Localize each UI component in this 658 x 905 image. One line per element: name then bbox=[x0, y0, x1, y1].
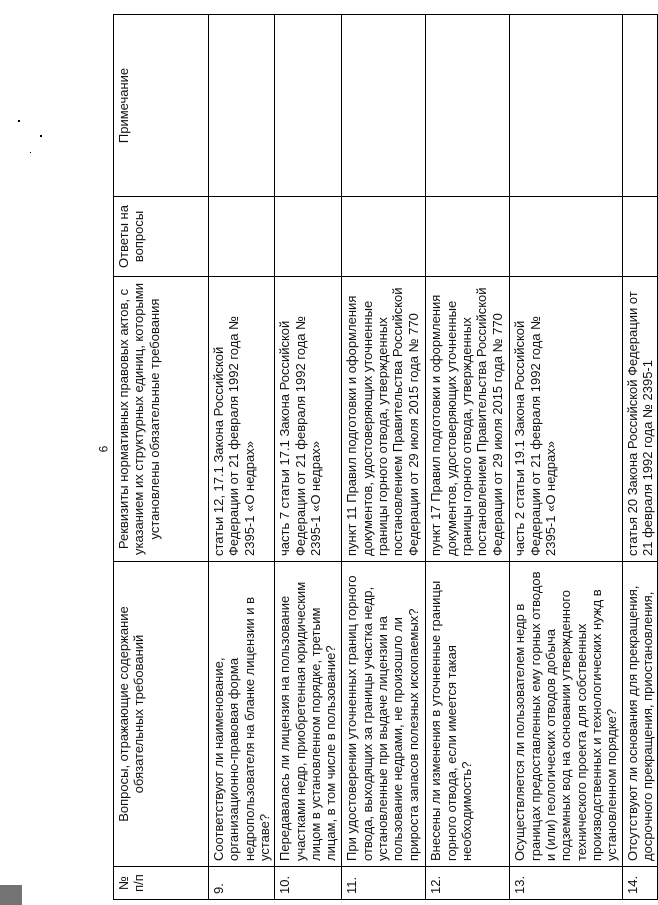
row-number: 12. bbox=[426, 867, 510, 900]
row-question: Передавалась ли лицензия на пользование участками недр, приобретенная юридическим лицом в установленном порядке, третьим лицам, в том числе в пользование? bbox=[275, 562, 342, 867]
row-question: При удостоверении уточненных границ горного отвода, выходящих за границы участка недр, установленные при выдаче лицензии на пользование недрами, не произошло ли прироста запасов полезных ископаемых? bbox=[342, 562, 426, 867]
header-requisites: Реквизиты нормативных правовых актов, с указанием их структурных единиц, которыми установлены обязательные требования bbox=[114, 277, 209, 562]
header-answers: Ответы на вопросы bbox=[114, 197, 209, 277]
rotated-table-container bbox=[113, 15, 655, 900]
scan-speck bbox=[30, 152, 31, 153]
row-note[interactable] bbox=[275, 15, 342, 197]
row-number: 13. bbox=[510, 867, 622, 900]
row-question: Внесены ли изменения в уточненные границы горного отвода, если имеется такая необходимость? bbox=[426, 562, 510, 867]
table-row bbox=[622, 15, 658, 900]
row-answer[interactable] bbox=[510, 197, 622, 277]
row-note[interactable] bbox=[426, 15, 510, 197]
table-row bbox=[510, 15, 622, 900]
row-number: 9. bbox=[209, 867, 275, 900]
scan-edge-mark bbox=[0, 885, 22, 905]
row-note[interactable] bbox=[209, 15, 275, 197]
row-answer[interactable] bbox=[342, 197, 426, 277]
row-number: 10. bbox=[275, 867, 342, 900]
row-note[interactable] bbox=[510, 15, 622, 197]
row-question: Отсутствуют ли основания для прекращения, досрочного прекращения, приостановления, bbox=[622, 562, 658, 867]
requirements-table bbox=[113, 14, 658, 900]
scan-speck bbox=[40, 135, 42, 137]
row-answer[interactable] bbox=[622, 197, 658, 277]
row-answer[interactable] bbox=[275, 197, 342, 277]
table-header-row bbox=[114, 15, 209, 900]
row-requisites: часть 7 статьи 17.1 Закона Российской Федерации от 21 февраля 1992 года № 2395-1 «О недрах» bbox=[275, 277, 342, 562]
table-row bbox=[426, 15, 510, 900]
header-question: Вопросы, отражающие содержание обязательных требований bbox=[114, 562, 209, 867]
table-row bbox=[342, 15, 426, 900]
row-number: 11. bbox=[342, 867, 426, 900]
table-row bbox=[209, 15, 275, 900]
row-question: Соответствуют ли наименование, организационно-правовая форма недропользователя на бланке лицензии и в уставе? bbox=[209, 562, 275, 867]
row-requisites: пункт 17 Правил подготовки и оформления документов, удостоверяющих уточненные границы горного отвода, утвержденных постановлением Правительства Российской Федерации от 29 июля 2015 года № 770 bbox=[426, 277, 510, 562]
table-row bbox=[275, 15, 342, 900]
header-num: № п/п bbox=[114, 867, 209, 900]
row-requisites: статьи 12, 17.1 Закона Российской Федерации от 21 февраля 1992 года № 2395-1 «О недрах» bbox=[209, 277, 275, 562]
row-number: 14. bbox=[622, 867, 658, 900]
row-question: Осуществляется ли пользователем недр в границах предоставленных ему горных отводов и (или) геологических отводов добыча подземных вод на основании утвержденного технического проекта для собственных производственных и технологических нужд в установленном порядке? bbox=[510, 562, 622, 867]
row-answer[interactable] bbox=[209, 197, 275, 277]
page-number: 6 bbox=[96, 445, 111, 453]
row-requisites: часть 2 статьи 19.1 Закона Российской Федерации от 21 февраля 1992 года № 2395-1 «О недрах» bbox=[510, 277, 622, 562]
row-answer[interactable] bbox=[426, 197, 510, 277]
row-requisites: пункт 11 Правил подготовки и оформления документов, удостоверяющих уточненные границы горного отвода, утвержденных постановлением Правительства Российской Федерации от 29 июля 2015 года № 770 bbox=[342, 277, 426, 562]
row-note[interactable] bbox=[342, 15, 426, 197]
row-requisites: статья 20 Закона Российской Федерации от 21 февраля 1992 года № 2395-1 bbox=[622, 277, 658, 562]
header-note: Примечание bbox=[114, 15, 209, 197]
row-note[interactable] bbox=[622, 15, 658, 197]
scan-speck bbox=[18, 120, 20, 122]
